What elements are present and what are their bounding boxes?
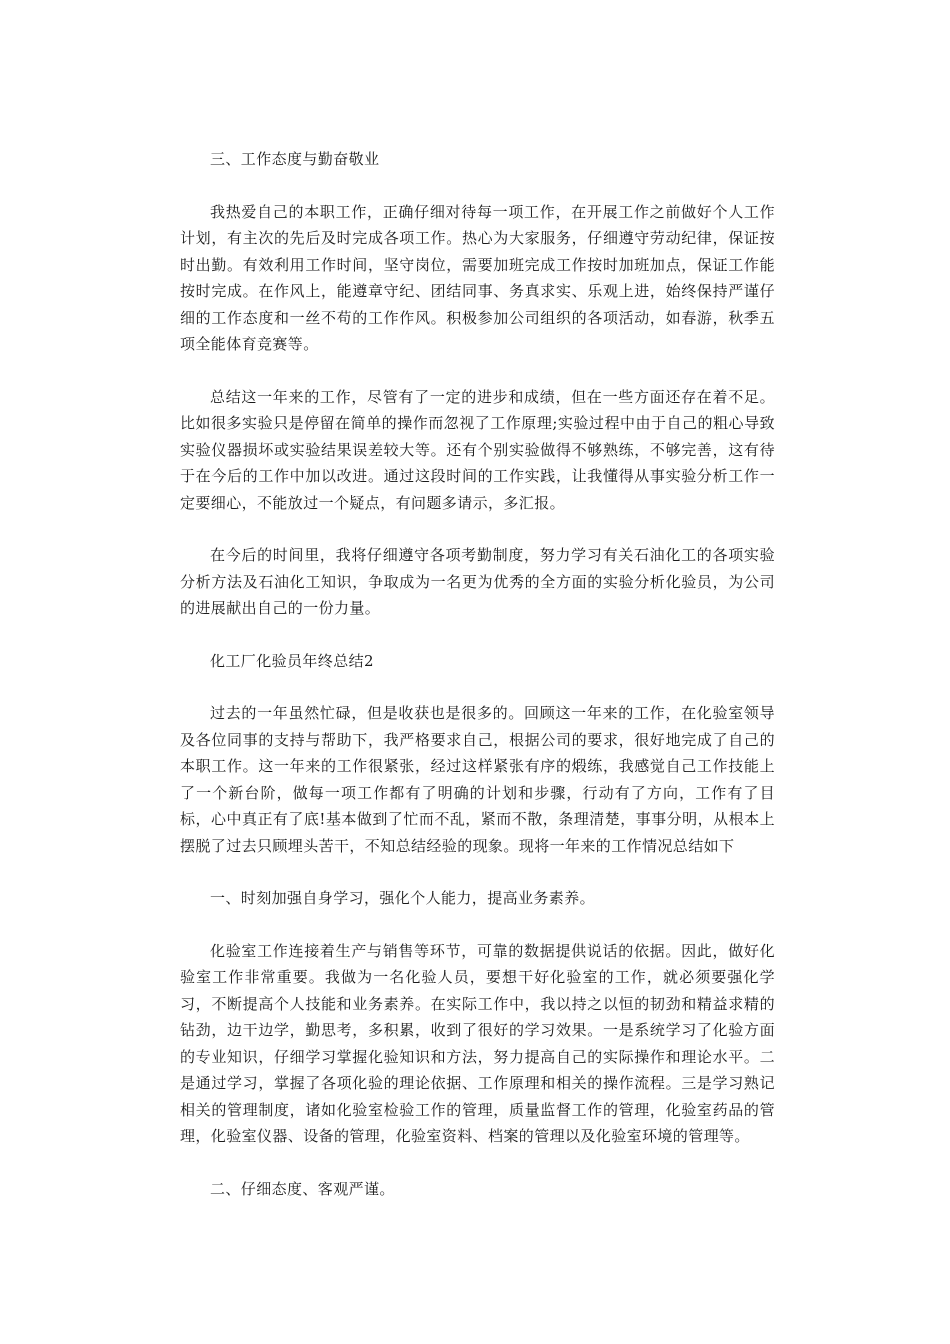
section-heading-self-study: 一、时刻加强自身学习，强化个人能力，提高业务素养。 — [210, 889, 596, 907]
paragraph-future-plans: 在今后的时间里，我将仔细遵守各项考勤制度，努力学习有关石油化工的各项实验分析方法及石油化工知识，争取成为一名更为优秀的全方面的实验分析化验员，为公司的进展献出自己的一份力量。 — [180, 546, 775, 617]
paragraph-shortcomings: 总结这一年来的工作，尽管有了一定的进步和成绩，但在一些方面还存在着不足。比如很多实验只是停留在简单的操作而忽视了工作原理;实验过程中由于自己的粗心导致实验仪器损坏或实验结果误差较大等。还有个别实验做得不够熟练，不够完善，这有待于在今后的工作中加以改进。通过这段时间的工作实践，让我懂得从事实验分析工作一定要细心，不能放过一个疑点，有问题多请示，多汇报。 — [180, 387, 775, 512]
section-heading-work-attitude: 三、工作态度与勤奋敬业 — [210, 150, 380, 168]
paragraph-self-study: 化验室工作连接着生产与销售等环节，可靠的数据提供说话的依据。因此，做好化验室工作非常重要。我做为一名化验人员，要想干好化验室的工作，就必须要强化学习，不断提高个人技能和业务素养。在实际工作中，我以持之以恒的韧劲和精益求精的钻劲，边干边学，勤思考，多积累，收到了很好的学习效果。一是系统学习了化验方面的专业知识，仔细学习掌握化验知识和方法，努力提高自己的实际操作和理论水平。二是通过学习，掌握了各项化验的理论依据、工作原理和相关的操作流程。三是学习熟记相关的管理制度，诸如化验室检验工作的管理，质量监督工作的管理，化验室药品的管理，化验室仪器、设备的管理，化验室资料、档案的管理以及化验室环境的管理等。 — [180, 941, 775, 1145]
paragraph-year-review: 过去的一年虽然忙碌，但是收获也是很多的。回顾这一年来的工作，在化验室领导及各位同事的支持与帮助下，我严格要求自己，根据公司的要求，很好地完成了自己的本职工作。这一年来的工作很紧张，经过这样紧张有序的煅练，我感觉自己工作技能上了一个新台阶，做每一项工作都有了明确的计划和步骤，行动有了方向，工作有了目标，心中真正有了底!基本做到了忙而不乱，紧而不散，条理清楚，事事分明，从根本上摆脱了过去只顾埋头苦干，不知总结经验的现象。现将一年来的工作情况总结如下 — [180, 704, 775, 855]
section-heading-rigorous-attitude: 二、仔细态度、客观严谨。 — [210, 1179, 395, 1198]
document-body — [180, 146, 775, 1228]
paragraph-work-attitude: 我热爱自己的本职工作，正确仔细对待每一项工作，在开展工作之前做好个人工作计划，有主次的先后及时完成各项工作。热心为大家服务，仔细遵守劳动纪律，保证按时出勤。有效利用工作时间，坚守岗位，需要加班完成工作按时加班加点，保证工作能按时完成。在作风上，能遵章守纪、团结同事、务真求实、乐观上进，始终保持严谨仔细的工作态度和一丝不苟的工作作风。积极参加公司组织的各项活动，如春游，秋季五项全能体育竞赛等。 — [180, 202, 775, 353]
document-subtitle: 化工厂化验员年终总结2 — [210, 651, 374, 670]
